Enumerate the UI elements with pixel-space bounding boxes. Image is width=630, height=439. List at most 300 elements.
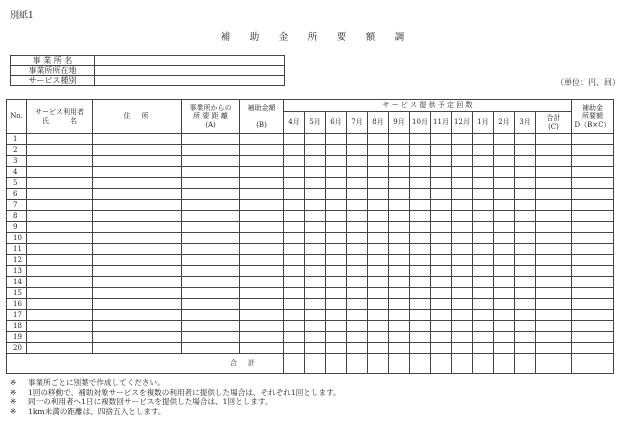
entry-cell[interactable]	[452, 211, 473, 222]
entry-cell[interactable]	[494, 244, 515, 255]
entry-cell[interactable]	[326, 156, 347, 167]
entry-cell[interactable]	[27, 299, 93, 310]
entry-cell[interactable]	[389, 255, 410, 266]
entry-cell[interactable]	[27, 321, 93, 332]
office-address-field[interactable]	[95, 66, 285, 76]
entry-cell[interactable]	[494, 310, 515, 321]
entry-cell[interactable]	[389, 189, 410, 200]
entry-cell[interactable]	[93, 134, 182, 145]
entry-cell[interactable]	[347, 233, 368, 244]
entry-cell[interactable]	[93, 332, 182, 343]
entry-cell[interactable]	[410, 255, 431, 266]
entry-cell[interactable]	[182, 189, 240, 200]
entry-cell[interactable]	[389, 222, 410, 233]
entry-cell[interactable]	[473, 156, 494, 167]
entry-cell[interactable]	[410, 277, 431, 288]
entry-cell[interactable]	[27, 200, 93, 211]
entry-cell[interactable]	[389, 266, 410, 277]
entry-cell[interactable]	[368, 266, 389, 277]
entry-cell[interactable]	[536, 244, 572, 255]
entry-cell[interactable]	[240, 145, 284, 156]
entry-cell[interactable]	[473, 145, 494, 156]
entry-cell[interactable]	[368, 310, 389, 321]
entry-cell[interactable]	[305, 134, 326, 145]
entry-cell[interactable]	[93, 277, 182, 288]
entry-cell[interactable]	[572, 244, 614, 255]
total-cell[interactable]	[515, 354, 536, 374]
entry-cell[interactable]	[347, 167, 368, 178]
entry-cell[interactable]	[452, 189, 473, 200]
entry-cell[interactable]	[515, 288, 536, 299]
entry-cell[interactable]	[240, 321, 284, 332]
entry-cell[interactable]	[368, 299, 389, 310]
entry-cell[interactable]	[182, 266, 240, 277]
entry-cell[interactable]	[389, 299, 410, 310]
entry-cell[interactable]	[93, 233, 182, 244]
entry-cell[interactable]	[347, 310, 368, 321]
service-type-field[interactable]	[95, 76, 285, 86]
entry-cell[interactable]	[284, 343, 305, 354]
entry-cell[interactable]	[389, 134, 410, 145]
entry-cell[interactable]	[240, 233, 284, 244]
entry-cell[interactable]	[494, 332, 515, 343]
entry-cell[interactable]	[431, 277, 452, 288]
entry-cell[interactable]	[326, 222, 347, 233]
entry-cell[interactable]	[410, 200, 431, 211]
entry-cell[interactable]	[389, 244, 410, 255]
entry-cell[interactable]	[536, 332, 572, 343]
entry-cell[interactable]	[182, 178, 240, 189]
entry-cell[interactable]	[368, 321, 389, 332]
entry-cell[interactable]	[326, 145, 347, 156]
entry-cell[interactable]	[27, 145, 93, 156]
entry-cell[interactable]	[536, 145, 572, 156]
entry-cell[interactable]	[182, 211, 240, 222]
entry-cell[interactable]	[452, 222, 473, 233]
entry-cell[interactable]	[515, 200, 536, 211]
entry-cell[interactable]	[431, 134, 452, 145]
entry-cell[interactable]	[305, 222, 326, 233]
entry-cell[interactable]	[431, 156, 452, 167]
entry-cell[interactable]	[473, 321, 494, 332]
entry-cell[interactable]	[515, 134, 536, 145]
entry-cell[interactable]	[368, 332, 389, 343]
entry-cell[interactable]	[410, 332, 431, 343]
entry-cell[interactable]	[326, 211, 347, 222]
entry-cell[interactable]	[368, 343, 389, 354]
entry-cell[interactable]	[347, 145, 368, 156]
entry-cell[interactable]	[494, 145, 515, 156]
entry-cell[interactable]	[431, 288, 452, 299]
entry-cell[interactable]	[515, 255, 536, 266]
entry-cell[interactable]	[284, 244, 305, 255]
entry-cell[interactable]	[284, 145, 305, 156]
entry-cell[interactable]	[326, 134, 347, 145]
entry-cell[interactable]	[410, 222, 431, 233]
entry-cell[interactable]	[326, 299, 347, 310]
entry-cell[interactable]	[410, 189, 431, 200]
entry-cell[interactable]	[473, 255, 494, 266]
entry-cell[interactable]	[326, 321, 347, 332]
entry-cell[interactable]	[452, 134, 473, 145]
entry-cell[interactable]	[452, 332, 473, 343]
entry-cell[interactable]	[27, 343, 93, 354]
entry-cell[interactable]	[305, 277, 326, 288]
entry-cell[interactable]	[326, 178, 347, 189]
entry-cell[interactable]	[284, 266, 305, 277]
entry-cell[interactable]	[347, 244, 368, 255]
entry-cell[interactable]	[536, 299, 572, 310]
entry-cell[interactable]	[389, 200, 410, 211]
entry-cell[interactable]	[473, 244, 494, 255]
total-cell[interactable]	[536, 354, 572, 374]
entry-cell[interactable]	[284, 310, 305, 321]
entry-cell[interactable]	[410, 288, 431, 299]
entry-cell[interactable]	[93, 156, 182, 167]
entry-cell[interactable]	[284, 156, 305, 167]
entry-cell[interactable]	[326, 332, 347, 343]
entry-cell[interactable]	[27, 266, 93, 277]
entry-cell[interactable]	[93, 299, 182, 310]
entry-cell[interactable]	[515, 266, 536, 277]
entry-cell[interactable]	[431, 343, 452, 354]
entry-cell[interactable]	[27, 134, 93, 145]
entry-cell[interactable]	[431, 310, 452, 321]
entry-cell[interactable]	[473, 299, 494, 310]
entry-cell[interactable]	[389, 167, 410, 178]
entry-cell[interactable]	[182, 233, 240, 244]
entry-cell[interactable]	[473, 200, 494, 211]
entry-cell[interactable]	[536, 233, 572, 244]
entry-cell[interactable]	[93, 343, 182, 354]
entry-cell[interactable]	[347, 266, 368, 277]
entry-cell[interactable]	[572, 277, 614, 288]
entry-cell[interactable]	[284, 321, 305, 332]
entry-cell[interactable]	[27, 156, 93, 167]
entry-cell[interactable]	[27, 332, 93, 343]
total-cell[interactable]	[473, 354, 494, 374]
entry-cell[interactable]	[452, 310, 473, 321]
entry-cell[interactable]	[572, 233, 614, 244]
entry-cell[interactable]	[389, 145, 410, 156]
entry-cell[interactable]	[240, 288, 284, 299]
entry-cell[interactable]	[494, 211, 515, 222]
entry-cell[interactable]	[515, 211, 536, 222]
entry-cell[interactable]	[494, 167, 515, 178]
entry-cell[interactable]	[536, 343, 572, 354]
entry-cell[interactable]	[368, 255, 389, 266]
entry-cell[interactable]	[494, 343, 515, 354]
entry-cell[interactable]	[182, 332, 240, 343]
entry-cell[interactable]	[494, 189, 515, 200]
entry-cell[interactable]	[240, 167, 284, 178]
entry-cell[interactable]	[431, 178, 452, 189]
entry-cell[interactable]	[326, 310, 347, 321]
entry-cell[interactable]	[305, 255, 326, 266]
entry-cell[interactable]	[284, 178, 305, 189]
entry-cell[interactable]	[473, 167, 494, 178]
entry-cell[interactable]	[410, 178, 431, 189]
entry-cell[interactable]	[305, 321, 326, 332]
entry-cell[interactable]	[27, 222, 93, 233]
entry-cell[interactable]	[410, 299, 431, 310]
entry-cell[interactable]	[93, 211, 182, 222]
entry-cell[interactable]	[536, 200, 572, 211]
entry-cell[interactable]	[182, 156, 240, 167]
entry-cell[interactable]	[536, 189, 572, 200]
entry-cell[interactable]	[572, 145, 614, 156]
entry-cell[interactable]	[305, 266, 326, 277]
entry-cell[interactable]	[431, 255, 452, 266]
total-cell[interactable]	[431, 354, 452, 374]
entry-cell[interactable]	[93, 189, 182, 200]
entry-cell[interactable]	[284, 211, 305, 222]
entry-cell[interactable]	[572, 167, 614, 178]
entry-cell[interactable]	[431, 189, 452, 200]
entry-cell[interactable]	[494, 299, 515, 310]
entry-cell[interactable]	[240, 244, 284, 255]
entry-cell[interactable]	[473, 222, 494, 233]
entry-cell[interactable]	[452, 255, 473, 266]
entry-cell[interactable]	[473, 310, 494, 321]
entry-cell[interactable]	[473, 277, 494, 288]
entry-cell[interactable]	[431, 233, 452, 244]
entry-cell[interactable]	[240, 178, 284, 189]
entry-cell[interactable]	[452, 178, 473, 189]
entry-cell[interactable]	[515, 233, 536, 244]
entry-cell[interactable]	[326, 233, 347, 244]
entry-cell[interactable]	[572, 321, 614, 332]
entry-cell[interactable]	[347, 343, 368, 354]
entry-cell[interactable]	[93, 178, 182, 189]
entry-cell[interactable]	[473, 233, 494, 244]
entry-cell[interactable]	[240, 211, 284, 222]
entry-cell[interactable]	[431, 211, 452, 222]
entry-cell[interactable]	[536, 222, 572, 233]
office-name-field[interactable]	[95, 56, 285, 66]
entry-cell[interactable]	[182, 299, 240, 310]
entry-cell[interactable]	[368, 145, 389, 156]
entry-cell[interactable]	[536, 178, 572, 189]
entry-cell[interactable]	[93, 255, 182, 266]
entry-cell[interactable]	[572, 211, 614, 222]
entry-cell[interactable]	[515, 222, 536, 233]
entry-cell[interactable]	[572, 332, 614, 343]
entry-cell[interactable]	[452, 167, 473, 178]
entry-cell[interactable]	[536, 310, 572, 321]
entry-cell[interactable]	[494, 222, 515, 233]
entry-cell[interactable]	[284, 167, 305, 178]
entry-cell[interactable]	[347, 200, 368, 211]
entry-cell[interactable]	[326, 255, 347, 266]
entry-cell[interactable]	[572, 178, 614, 189]
entry-cell[interactable]	[240, 156, 284, 167]
entry-cell[interactable]	[347, 277, 368, 288]
entry-cell[interactable]	[305, 288, 326, 299]
entry-cell[interactable]	[182, 134, 240, 145]
entry-cell[interactable]	[494, 156, 515, 167]
entry-cell[interactable]	[347, 156, 368, 167]
entry-cell[interactable]	[347, 255, 368, 266]
entry-cell[interactable]	[410, 310, 431, 321]
entry-cell[interactable]	[305, 332, 326, 343]
entry-cell[interactable]	[368, 178, 389, 189]
entry-cell[interactable]	[284, 277, 305, 288]
entry-cell[interactable]	[431, 200, 452, 211]
entry-cell[interactable]	[452, 343, 473, 354]
entry-cell[interactable]	[305, 167, 326, 178]
entry-cell[interactable]	[240, 343, 284, 354]
entry-cell[interactable]	[389, 178, 410, 189]
entry-cell[interactable]	[240, 134, 284, 145]
entry-cell[interactable]	[305, 233, 326, 244]
entry-cell[interactable]	[182, 321, 240, 332]
entry-cell[interactable]	[410, 134, 431, 145]
entry-cell[interactable]	[368, 134, 389, 145]
entry-cell[interactable]	[572, 189, 614, 200]
entry-cell[interactable]	[515, 343, 536, 354]
entry-cell[interactable]	[452, 321, 473, 332]
total-cell[interactable]	[305, 354, 326, 374]
entry-cell[interactable]	[410, 233, 431, 244]
entry-cell[interactable]	[410, 343, 431, 354]
entry-cell[interactable]	[431, 321, 452, 332]
entry-cell[interactable]	[410, 167, 431, 178]
entry-cell[interactable]	[494, 277, 515, 288]
entry-cell[interactable]	[182, 244, 240, 255]
entry-cell[interactable]	[240, 266, 284, 277]
entry-cell[interactable]	[452, 233, 473, 244]
entry-cell[interactable]	[305, 310, 326, 321]
entry-cell[interactable]	[536, 156, 572, 167]
entry-cell[interactable]	[240, 222, 284, 233]
entry-cell[interactable]	[389, 277, 410, 288]
entry-cell[interactable]	[515, 310, 536, 321]
entry-cell[interactable]	[389, 156, 410, 167]
entry-cell[interactable]	[347, 321, 368, 332]
entry-cell[interactable]	[347, 222, 368, 233]
entry-cell[interactable]	[284, 200, 305, 211]
entry-cell[interactable]	[305, 299, 326, 310]
entry-cell[interactable]	[93, 288, 182, 299]
entry-cell[interactable]	[305, 189, 326, 200]
entry-cell[interactable]	[284, 233, 305, 244]
entry-cell[interactable]	[305, 343, 326, 354]
entry-cell[interactable]	[473, 134, 494, 145]
entry-cell[interactable]	[515, 244, 536, 255]
entry-cell[interactable]	[347, 299, 368, 310]
entry-cell[interactable]	[347, 189, 368, 200]
entry-cell[interactable]	[494, 321, 515, 332]
total-cell[interactable]	[410, 354, 431, 374]
entry-cell[interactable]	[572, 288, 614, 299]
entry-cell[interactable]	[240, 332, 284, 343]
entry-cell[interactable]	[452, 266, 473, 277]
entry-cell[interactable]	[515, 277, 536, 288]
total-cell[interactable]	[284, 354, 305, 374]
entry-cell[interactable]	[93, 200, 182, 211]
entry-cell[interactable]	[536, 211, 572, 222]
entry-cell[interactable]	[572, 134, 614, 145]
entry-cell[interactable]	[473, 178, 494, 189]
entry-cell[interactable]	[410, 266, 431, 277]
entry-cell[interactable]	[368, 167, 389, 178]
entry-cell[interactable]	[284, 189, 305, 200]
entry-cell[interactable]	[240, 255, 284, 266]
entry-cell[interactable]	[27, 310, 93, 321]
entry-cell[interactable]	[240, 299, 284, 310]
entry-cell[interactable]	[389, 233, 410, 244]
entry-cell[interactable]	[452, 145, 473, 156]
entry-cell[interactable]	[515, 321, 536, 332]
entry-cell[interactable]	[431, 266, 452, 277]
entry-cell[interactable]	[452, 299, 473, 310]
entry-cell[interactable]	[368, 156, 389, 167]
entry-cell[interactable]	[347, 134, 368, 145]
entry-cell[interactable]	[27, 211, 93, 222]
entry-cell[interactable]	[494, 134, 515, 145]
entry-cell[interactable]	[240, 277, 284, 288]
entry-cell[interactable]	[515, 167, 536, 178]
entry-cell[interactable]	[305, 145, 326, 156]
entry-cell[interactable]	[515, 332, 536, 343]
entry-cell[interactable]	[240, 189, 284, 200]
entry-cell[interactable]	[389, 332, 410, 343]
entry-cell[interactable]	[536, 255, 572, 266]
entry-cell[interactable]	[326, 167, 347, 178]
entry-cell[interactable]	[240, 310, 284, 321]
entry-cell[interactable]	[27, 167, 93, 178]
entry-cell[interactable]	[182, 200, 240, 211]
entry-cell[interactable]	[182, 255, 240, 266]
entry-cell[interactable]	[182, 310, 240, 321]
entry-cell[interactable]	[515, 299, 536, 310]
entry-cell[interactable]	[182, 167, 240, 178]
entry-cell[interactable]	[494, 200, 515, 211]
entry-cell[interactable]	[389, 211, 410, 222]
entry-cell[interactable]	[27, 288, 93, 299]
entry-cell[interactable]	[326, 189, 347, 200]
total-cell[interactable]	[494, 354, 515, 374]
entry-cell[interactable]	[93, 222, 182, 233]
entry-cell[interactable]	[431, 222, 452, 233]
entry-cell[interactable]	[368, 288, 389, 299]
entry-cell[interactable]	[494, 266, 515, 277]
entry-cell[interactable]	[182, 288, 240, 299]
entry-cell[interactable]	[536, 288, 572, 299]
entry-cell[interactable]	[473, 189, 494, 200]
entry-cell[interactable]	[347, 178, 368, 189]
entry-cell[interactable]	[572, 255, 614, 266]
entry-cell[interactable]	[410, 156, 431, 167]
entry-cell[interactable]	[368, 211, 389, 222]
entry-cell[interactable]	[368, 222, 389, 233]
entry-cell[interactable]	[389, 288, 410, 299]
entry-cell[interactable]	[347, 211, 368, 222]
entry-cell[interactable]	[305, 244, 326, 255]
entry-cell[interactable]	[473, 288, 494, 299]
entry-cell[interactable]	[431, 167, 452, 178]
entry-cell[interactable]	[536, 321, 572, 332]
entry-cell[interactable]	[305, 200, 326, 211]
entry-cell[interactable]	[284, 288, 305, 299]
entry-cell[interactable]	[410, 244, 431, 255]
entry-cell[interactable]	[27, 178, 93, 189]
entry-cell[interactable]	[93, 266, 182, 277]
entry-cell[interactable]	[27, 255, 93, 266]
entry-cell[interactable]	[410, 321, 431, 332]
entry-cell[interactable]	[389, 321, 410, 332]
